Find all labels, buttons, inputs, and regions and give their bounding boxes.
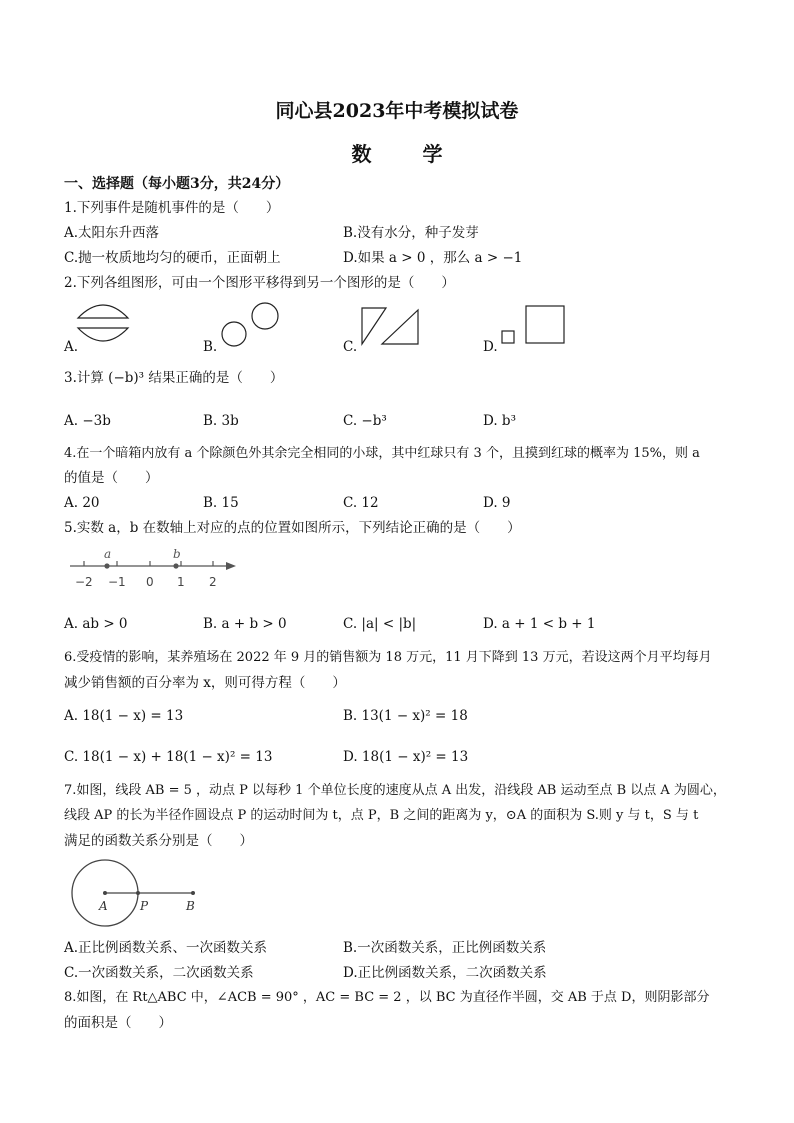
q2-option-d: D.	[483, 339, 498, 355]
q6-option-a: A. 18(1 − x) = 13	[64, 708, 184, 724]
q8-stem-line1: 8.如图，在 Rt△ABC 中，∠ACB = 90° ，AC = BC = 2 ，以 BC 为直径作半圆，交 AB 于点 D，则阴影部分	[64, 990, 710, 1005]
q5-option-a: A. ab > 0	[64, 616, 128, 632]
q4-option-d: D. 9	[483, 495, 511, 511]
q7-option-c: C.一次函数关系，二次函数关系	[64, 965, 254, 981]
q7-option-d: D.正比例函数关系，二次函数关系	[343, 965, 547, 981]
q5-tick-label: −2	[75, 575, 93, 589]
q1-option-a: A.太阳东升西落	[64, 225, 160, 241]
page-title: 同心县2023年中考模拟试卷	[275, 100, 519, 122]
q3-option-a: A. −3b	[64, 413, 111, 429]
q1-option-c: C.抛一枚质地均匀的硬币，正面朝上	[64, 250, 281, 266]
q1-stem: 1.下列事件是随机事件的是（ ）	[64, 200, 280, 216]
q5-tick-label: −1	[108, 575, 126, 589]
q4-stem-line2: 的值是（ ）	[64, 470, 159, 486]
q5-option-b: B. a + b > 0	[203, 616, 287, 632]
q2-figure-a	[76, 300, 136, 350]
q5-point-a-label: a	[104, 547, 112, 561]
q7-figure	[68, 858, 218, 928]
q5-tick-label: 0	[146, 575, 154, 589]
q5-option-d: D. a + 1 < b + 1	[483, 616, 596, 632]
q5-option-c: C. |a| < |b|	[343, 616, 417, 632]
q2-figure-b	[220, 300, 290, 350]
q5-tick-label: 2	[209, 575, 217, 589]
q7-option-a: A.正比例函数关系、一次函数关系	[64, 940, 268, 956]
q6-option-d: D. 18(1 − x)² = 13	[343, 749, 469, 765]
q1-option-d: D.如果 a > 0 ，那么 a > −1	[343, 250, 523, 266]
q3-option-b: B. 3b	[203, 413, 239, 429]
q4-option-a: A. 20	[64, 495, 100, 511]
q5-number-line	[64, 548, 244, 593]
q5-stem: 5.实数 a，b 在数轴上对应的点的位置如图所示，下列结论正确的是（ ）	[64, 520, 521, 536]
q4-stem-line1: 4.在一个暗箱内放有 a 个除颜色外其余完全相同的小球，其中红球只有 3 个，且摸到红球的概率为 15%，则 a	[64, 446, 700, 461]
subject-title: 数 学	[351, 142, 465, 166]
q2-stem: 2.下列各组图形，可由一个图形平移得到另一个图形的是（ ）	[64, 275, 455, 291]
q7-label-a: A	[99, 899, 108, 913]
q7-stem-line3: 满足的函数关系分别是（ ）	[64, 833, 253, 849]
q2-option-c: C.	[343, 339, 358, 355]
q2-option-a: A.	[64, 339, 79, 355]
q6-stem-line2: 减少销售额的百分率为 x，则可得方程（ ）	[64, 675, 346, 691]
q4-option-c: C. 12	[343, 495, 379, 511]
q5-tick-label: 1	[177, 575, 185, 589]
q2-figure-c	[360, 306, 430, 351]
q7-option-b: B.一次函数关系，正比例函数关系	[343, 940, 547, 956]
q4-option-b: B. 15	[203, 495, 239, 511]
q2-option-b: B.	[203, 339, 218, 355]
q3-stem: 3.计算 (−b)³ 结果正确的是（ ）	[64, 370, 284, 386]
q6-option-c: C. 18(1 − x) + 18(1 − x)² = 13	[64, 749, 273, 765]
q7-label-b: B	[186, 899, 195, 913]
q8-stem-line2: 的面积是（ ）	[64, 1015, 172, 1031]
q7-stem-line1: 7.如图，线段 AB = 5 ，动点 P 以每秒 1 个单位长度的速度从点 A 出发，沿线段 AB 运动至点 B 以点 A 为圆心，	[64, 783, 726, 798]
q5-point-b-label: b	[173, 547, 181, 561]
q7-label-p: P	[140, 899, 149, 913]
q2-figure-d	[500, 304, 572, 349]
q6-option-b: B. 13(1 − x)² = 18	[343, 708, 468, 724]
q6-stem-line1: 6.受疫情的影响，某养殖场在 2022 年 9 月的销售额为 18 万元，11 月下降到 13 万元，若设这两个月平均每月	[64, 650, 712, 665]
section-heading: 一、选择题（每小题3分，共24分）	[64, 176, 290, 192]
q3-option-d: D. b³	[483, 413, 516, 429]
q7-stem-line2: 线段 AP 的长为半径作圆设点 P 的运动时间为 t，点 P，B 之间的距离为 y，⊙A 的面积为 S.则 y 与 t，S 与 t	[64, 808, 699, 823]
q1-option-b: B.没有水分，种子发芽	[343, 225, 479, 241]
q3-option-c: C. −b³	[343, 413, 387, 429]
